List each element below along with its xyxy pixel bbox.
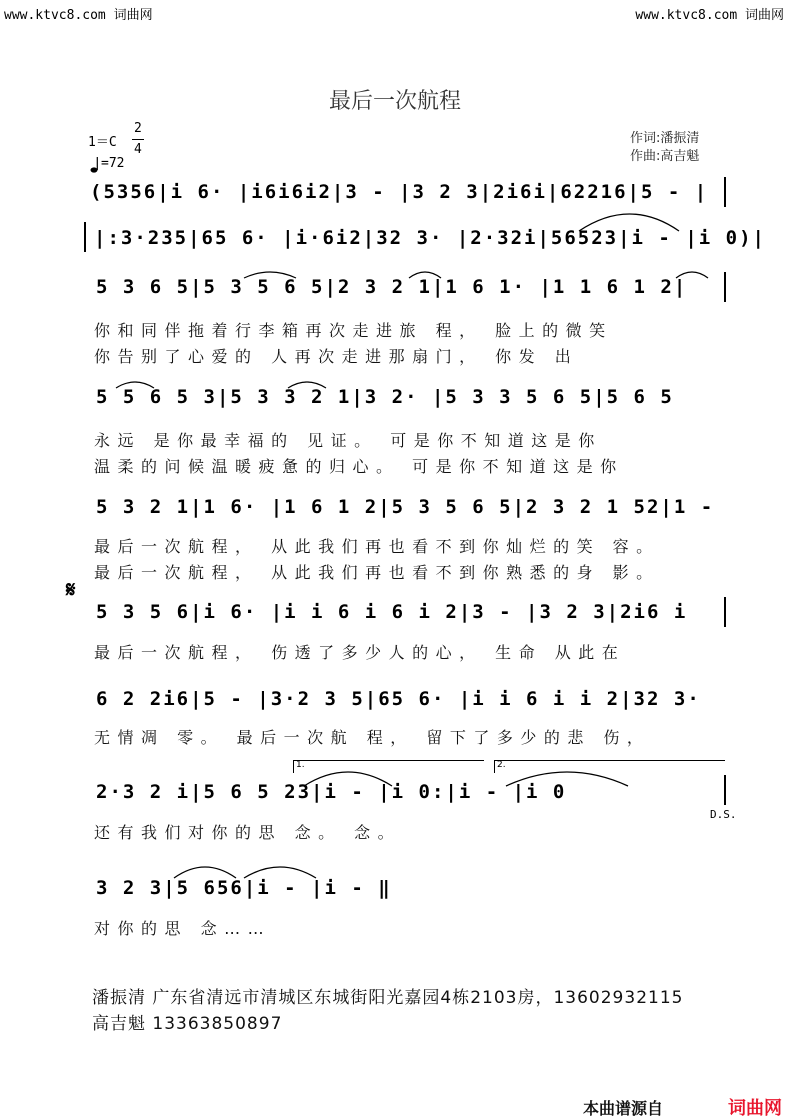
time-signature-denominator: 4	[134, 142, 142, 157]
da-segno-marking: D.S.	[710, 808, 737, 821]
repeat-start-barline	[84, 222, 86, 252]
lyric-line-verse1: 你和同伴拖着行李箱再次走进旅 程， 脸上的微笑	[94, 321, 613, 340]
barline	[724, 775, 726, 805]
lyric-line-verse2: 温柔的问候温暖疲惫的归心。 可是你不知道这是你	[94, 457, 624, 476]
brand-logo[interactable]: 词曲网	[728, 1098, 782, 1119]
tempo-marking: =72	[101, 156, 125, 171]
segno-icon: 𝄋	[66, 578, 76, 603]
barline	[724, 272, 726, 302]
notation-row: |:3·235|65 6· |i·6i2|32 3· |2·32i|56523|i - |i 0)|	[94, 227, 766, 249]
lyric-line-verse1: 永远 是你最幸福的 见证。 可是你不知道这是你	[94, 431, 602, 450]
barline	[724, 177, 726, 207]
tie-slur	[575, 205, 685, 235]
lyric-line: 无情凋 零。 最后一次航 程， 留下了多少的悲 伤，	[94, 728, 651, 747]
notation-row: (5356|i 6· |i6i6i2|3 - |3 2 3|2i6i|62216|5 - |	[90, 181, 709, 203]
tie-slur	[405, 266, 445, 280]
lyric-line-verse1: 最后一次航程， 从此我们再也看不到你灿烂的笑 容。	[94, 537, 660, 556]
notation-row: 5 3 6 5|5 3 5 6 5|2 3 2 1|1 6 1· |1 1 6 1 2|	[96, 276, 688, 298]
tie-slur	[672, 266, 712, 280]
tie-slur	[112, 376, 158, 390]
volta-label-1: 1.	[296, 760, 305, 770]
lyricist-credit: 作词:潘振清	[630, 131, 700, 146]
composer-credit: 作曲:高吉魁	[630, 149, 700, 164]
notation-row: 5 3 2 1|1 6· |1 6 1 2|5 3 5 6 5|2 3 2 1 52|1 -	[96, 496, 715, 518]
lyric-line-verse2: 你告别了心爱的 人再次走进那扇门， 你发 出	[94, 347, 579, 366]
notation-row: 6 2 2i6|5 - |3·2 3 5|65 6· |i i 6 i i 2|32 3·	[96, 688, 701, 710]
volta-label-2: 2.	[497, 760, 506, 770]
lyric-line: 最后一次航程， 伤透了多少人的心， 生命 从此在	[94, 643, 626, 662]
time-signature-bar	[132, 139, 144, 140]
quarter-note-icon	[90, 156, 100, 178]
barline	[724, 597, 726, 627]
lyric-line: 对你的思 念……	[94, 919, 272, 938]
lyric-line-verse2: 最后一次航程， 从此我们再也看不到你熟悉的身 影。	[94, 563, 660, 582]
key-signature: 1＝C	[88, 135, 117, 150]
tie-slur	[240, 266, 300, 280]
tie-slur	[284, 376, 330, 390]
song-title: 最后一次航程	[328, 89, 461, 114]
source-label: 本曲谱源自	[583, 1099, 664, 1118]
contact-line-lyricist: 潘振清 广东省清远市清城区东城街阳光嘉园4栋2103房，13602932115	[92, 988, 684, 1008]
lyric-line: 还有我们对你的思 念。 念。	[94, 823, 402, 842]
notation-row: 3 2 3|5 656|i - |i - ‖	[96, 877, 392, 899]
time-signature-numerator: 2	[134, 121, 142, 136]
watermark-right: www.ktvc8.com 词曲网	[635, 8, 784, 23]
notation-row: 2·3 2 i|5 6 5 23|i - |i 0:|i - |i 0	[96, 781, 567, 803]
notation-row: 5 3 5 6|i 6· |i i 6 i 6 i 2|3 - |3 2 3|2i6 i	[96, 601, 688, 623]
contact-line-composer: 高吉魁 13363850897	[92, 1014, 283, 1034]
watermark-left: www.ktvc8.com 词曲网	[4, 8, 153, 23]
notation-row: 5 5 6 5 3|5 3 3 2 1|3 2· |5 3 3 5 6 5|5 6 5	[96, 386, 674, 408]
